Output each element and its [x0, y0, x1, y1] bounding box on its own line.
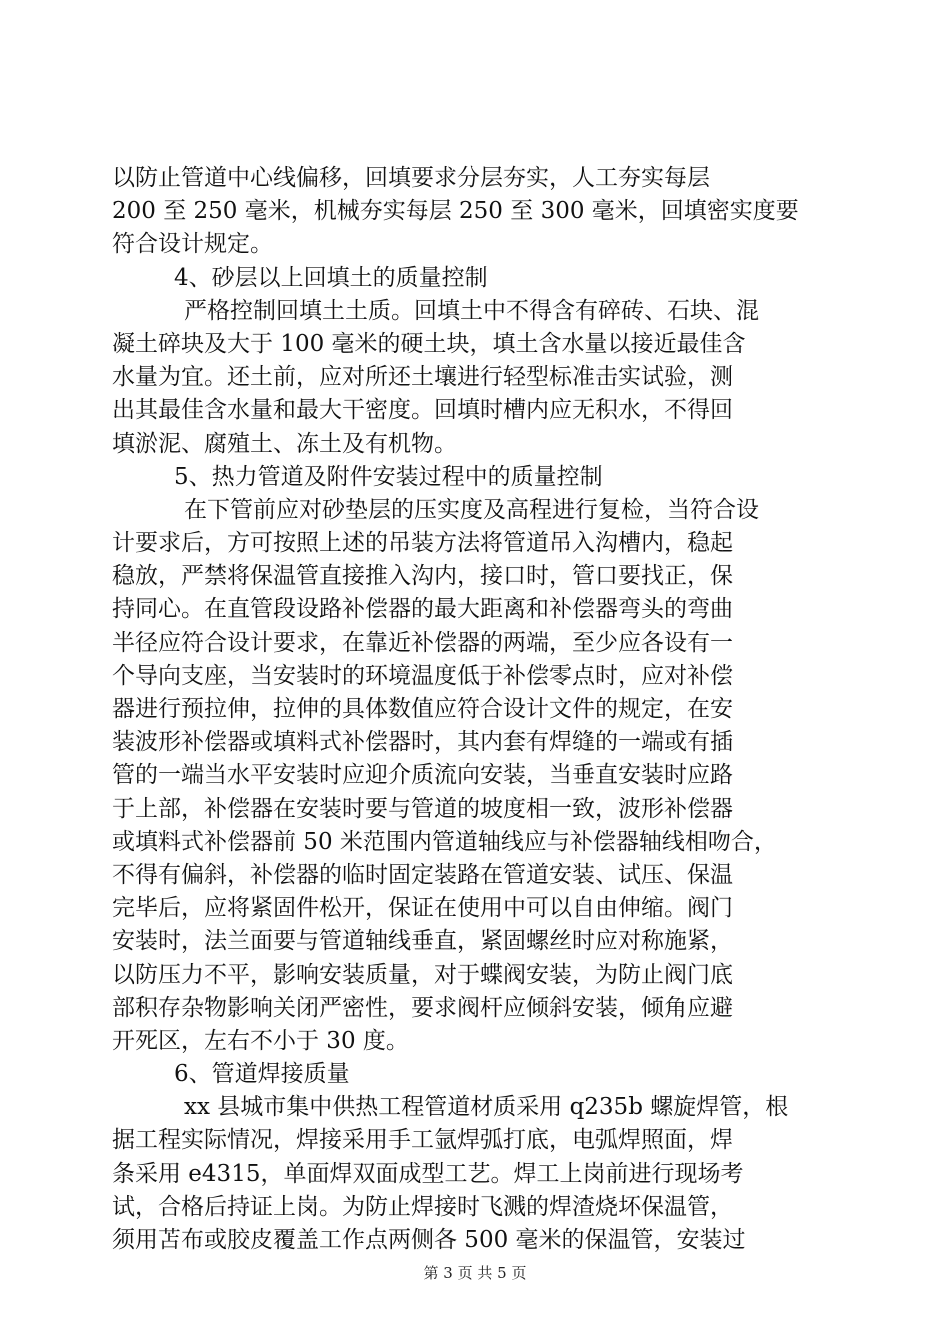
body-text-line: 稳放，严禁将保温管直接推入沟内，接口时，管口要找正，保 [112, 563, 733, 590]
body-text-line: 严格控制回填土土质。回填土中不得含有碎砖、石块、混 [184, 297, 759, 324]
section-heading: 4、砂层以上回填土的质量控制 [174, 264, 488, 291]
body-text-line: 试，合格后持证上岗。为防止焊接时飞溅的焊渣烧坏保温管， [112, 1193, 733, 1220]
body-text-line: xx 县城市集中供热工程管道材质采用 q235b 螺旋焊管，根 [184, 1094, 789, 1121]
body-text-line: 符合设计规定。 [112, 231, 273, 258]
body-text-line: 完毕后，应将紧固件松开，保证在使用中可以自由伸缩。阀门 [112, 895, 733, 922]
body-text-line: 半径应符合设计要求，在靠近补偿器的两端，至少应各设有一 [112, 629, 733, 656]
document-body [112, 162, 842, 1257]
body-text-line: 装波形补偿器或填料式补偿器时，其内套有焊缝的一端或有插 [112, 729, 733, 756]
body-text-line: 部积存杂物影响关闭严密性，要求阀杆应倾斜安装，倾角应避 [112, 994, 733, 1021]
body-text-line: 填淤泥、腐殖土、冻土及有机物。 [112, 430, 457, 457]
section-heading: 5、热力管道及附件安装过程中的质量控制 [174, 463, 603, 490]
body-text-line: 条采用 e4315，单面焊双面成型工艺。焊工上岗前进行现场考 [112, 1160, 744, 1187]
body-text-line: 器进行预拉伸，拉伸的具体数值应符合设计文件的规定，在安 [112, 696, 733, 722]
body-text-line: 200 至 250 毫米，机械夯实每层 250 至 300 毫米，回填密实度要 [112, 198, 799, 225]
body-text-line: 个导向支座，当安装时的环境温度低于补偿零点时，应对补偿 [112, 662, 733, 689]
body-text-line: 计要求后，方可按照上述的吊装方法将管道吊入沟槽内，稳起 [112, 530, 733, 557]
body-text-line: 水量为宜。还土前，应对所还土壤进行轻型标准击实试验，测 [112, 364, 733, 391]
body-text-line: 不得有偏斜，补偿器的临时固定装路在管道安装、试压、保温 [112, 861, 733, 888]
body-text-line: 据工程实际情况，焊接采用手工氩焊弧打底，电弧焊照面，焊 [112, 1127, 733, 1154]
body-text-line: 于上部，补偿器在安装时要与管道的坡度相一致，波形补偿器 [112, 795, 733, 822]
body-text-line: 出其最佳含水量和最大干密度。回填时槽内应无积水，不得回 [112, 397, 733, 424]
body-text-line: 开死区，左右不小于 30 度。 [112, 1027, 409, 1054]
section-heading: 6、管道焊接质量 [174, 1061, 350, 1088]
body-text-line: 须用苫布或胶皮覆盖工作点两侧各 500 毫米的保温管，安装过 [112, 1227, 746, 1253]
body-text-line: 持同心。在直管段设路补偿器的最大距离和补偿器弯头的弯曲 [112, 596, 733, 623]
body-text-line: 凝土碎块及大于 100 毫米的硬土块，填土含水量以接近最佳含 [112, 330, 746, 357]
body-text-line: 在下管前应对砂垫层的压实度及高程进行复检，当符合设 [184, 496, 759, 523]
body-text-line: 以防压力不平，影响安装质量，对于蝶阀安装，为防止阀门底 [112, 961, 733, 988]
body-text-line: 安装时，法兰面要与管道轴线垂直，紧固螺丝时应对称施紧， [112, 928, 733, 955]
body-text-line: 或填料式补偿器前 50 米范围内管道轴线应与补偿器轴线相吻合， [112, 828, 777, 855]
body-text-line: 以防止管道中心线偏移，回填要求分层夯实，人工夯实每层 [112, 165, 710, 191]
body-text-line: 管的一端当水平安装时应迎介质流向安装，当垂直安装时应路 [112, 762, 733, 789]
page-number-footer: 第 3 页 共 5 页 [423, 1264, 527, 1282]
